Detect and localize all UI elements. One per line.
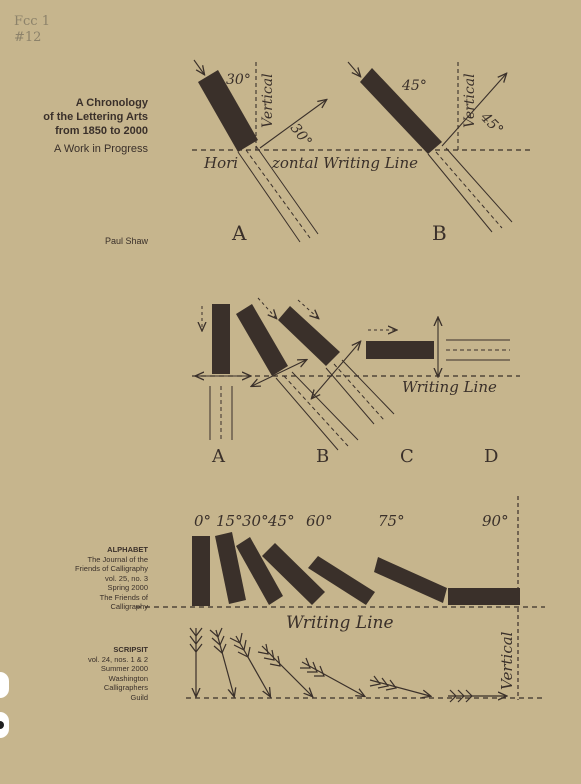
citation-scripsit-line: Summer 2000 bbox=[100, 664, 148, 673]
pen-holder-c bbox=[334, 364, 384, 420]
citation-alphabet-line: Friends of Calligraphy bbox=[75, 564, 148, 573]
feather-arrow-60 bbox=[302, 662, 364, 696]
pen-nib-a bbox=[212, 304, 230, 374]
writing-line-label-middle: Writing Line bbox=[402, 378, 497, 396]
citation-scripsit-line: vol. 24, nos. 1 & 2 bbox=[87, 654, 148, 664]
angle-label-30: 30° bbox=[242, 512, 269, 530]
pen-nib-d bbox=[366, 341, 434, 359]
angle-label-a2: 30° bbox=[286, 120, 315, 151]
angle-label-45: 45° bbox=[268, 512, 295, 530]
pen-holder-c bbox=[342, 360, 394, 414]
handwritten-line-2: #12 bbox=[14, 30, 42, 45]
direction-arrow-a bbox=[194, 60, 204, 74]
angle-label-15: 15° bbox=[216, 512, 243, 530]
figure-letter-a: A bbox=[212, 446, 225, 467]
pen-holder-b bbox=[446, 148, 512, 222]
citation-scripsit-line: Guild bbox=[130, 692, 148, 702]
pen-nib-0 bbox=[192, 536, 210, 606]
pen-holder-b bbox=[284, 376, 348, 446]
figure-letter-b: B bbox=[432, 221, 447, 245]
handwritten-line-1: Fcc 1 bbox=[14, 14, 50, 29]
title-line-1: A Chronology bbox=[75, 97, 148, 109]
angle-label-b: 45° bbox=[402, 78, 427, 94]
feather-arrows bbox=[190, 628, 506, 702]
pen-nib-b bbox=[360, 68, 442, 154]
stroke-arrow-c bbox=[298, 300, 318, 318]
angle-label-60: 60° bbox=[306, 512, 333, 530]
direction-arrow-b bbox=[348, 62, 360, 76]
writing-line-label-top: zontal Writing Line bbox=[272, 154, 418, 172]
citation-alphabet-line: The Journal of the bbox=[87, 554, 148, 564]
citation-scripsit-line: Calligraphers bbox=[103, 683, 148, 692]
pen-angle-series-bottom bbox=[136, 496, 545, 702]
vertical-label-bottom: Vertical bbox=[498, 631, 516, 690]
feather-fletching bbox=[210, 628, 226, 653]
title-line-3: from 1850 to 2000 bbox=[55, 125, 148, 137]
figure-letter-a: A bbox=[232, 221, 247, 245]
pen-nib-series bbox=[192, 532, 520, 606]
feather-fletching bbox=[230, 633, 250, 657]
hori-label: Hori bbox=[204, 154, 239, 172]
vertical-label-b: Vertical bbox=[462, 73, 478, 128]
feather-arrow-15 bbox=[216, 630, 234, 696]
pen-nib-90 bbox=[448, 588, 520, 605]
figure-letter-b: B bbox=[316, 446, 330, 467]
pen-nib-75 bbox=[374, 557, 447, 603]
feather-arrow-30 bbox=[236, 636, 270, 696]
citation-alphabet-line: Spring 2000 bbox=[107, 583, 148, 592]
pen-holder-b bbox=[436, 152, 502, 228]
figure-letter-c: C bbox=[400, 446, 414, 467]
citation-alphabet-line: Calligraphy bbox=[110, 602, 148, 611]
pen-nib-c bbox=[278, 306, 340, 366]
feather-fletching bbox=[258, 644, 280, 666]
angle-label-75: 75° bbox=[378, 512, 405, 530]
article-subtitle: A Work in Progress bbox=[54, 143, 148, 155]
feather-arrow-45 bbox=[262, 646, 312, 696]
angle-label-90: 90° bbox=[482, 512, 509, 530]
citation-alphabet-name: ALPHABET bbox=[107, 545, 148, 554]
figure-letter-d: D bbox=[484, 446, 499, 467]
pen-holder-b bbox=[276, 378, 338, 450]
title-line-2: of the Lettering Arts bbox=[43, 111, 148, 123]
writing-line-label-bottom: Writing Line bbox=[286, 613, 394, 633]
angle-label-a: 30° bbox=[226, 72, 251, 88]
pen-stroke-diagram-middle bbox=[192, 298, 520, 450]
citation-scripsit-name: SCRIPSIT bbox=[113, 645, 148, 654]
citation-alphabet-line: vol. 25, no. 3 bbox=[105, 573, 148, 583]
vertical-label-a: Vertical bbox=[260, 73, 276, 128]
angle-label-0: 0° bbox=[194, 512, 212, 530]
author-name: Paul Shaw bbox=[104, 236, 148, 246]
citation-scripsit-line: Washington bbox=[108, 673, 148, 683]
stroke-arrow-b bbox=[258, 298, 276, 318]
citation-alphabet-line: The Friends of bbox=[99, 592, 148, 602]
pen-nib-b bbox=[236, 304, 288, 376]
angle-label-b2: 45° bbox=[477, 109, 507, 139]
